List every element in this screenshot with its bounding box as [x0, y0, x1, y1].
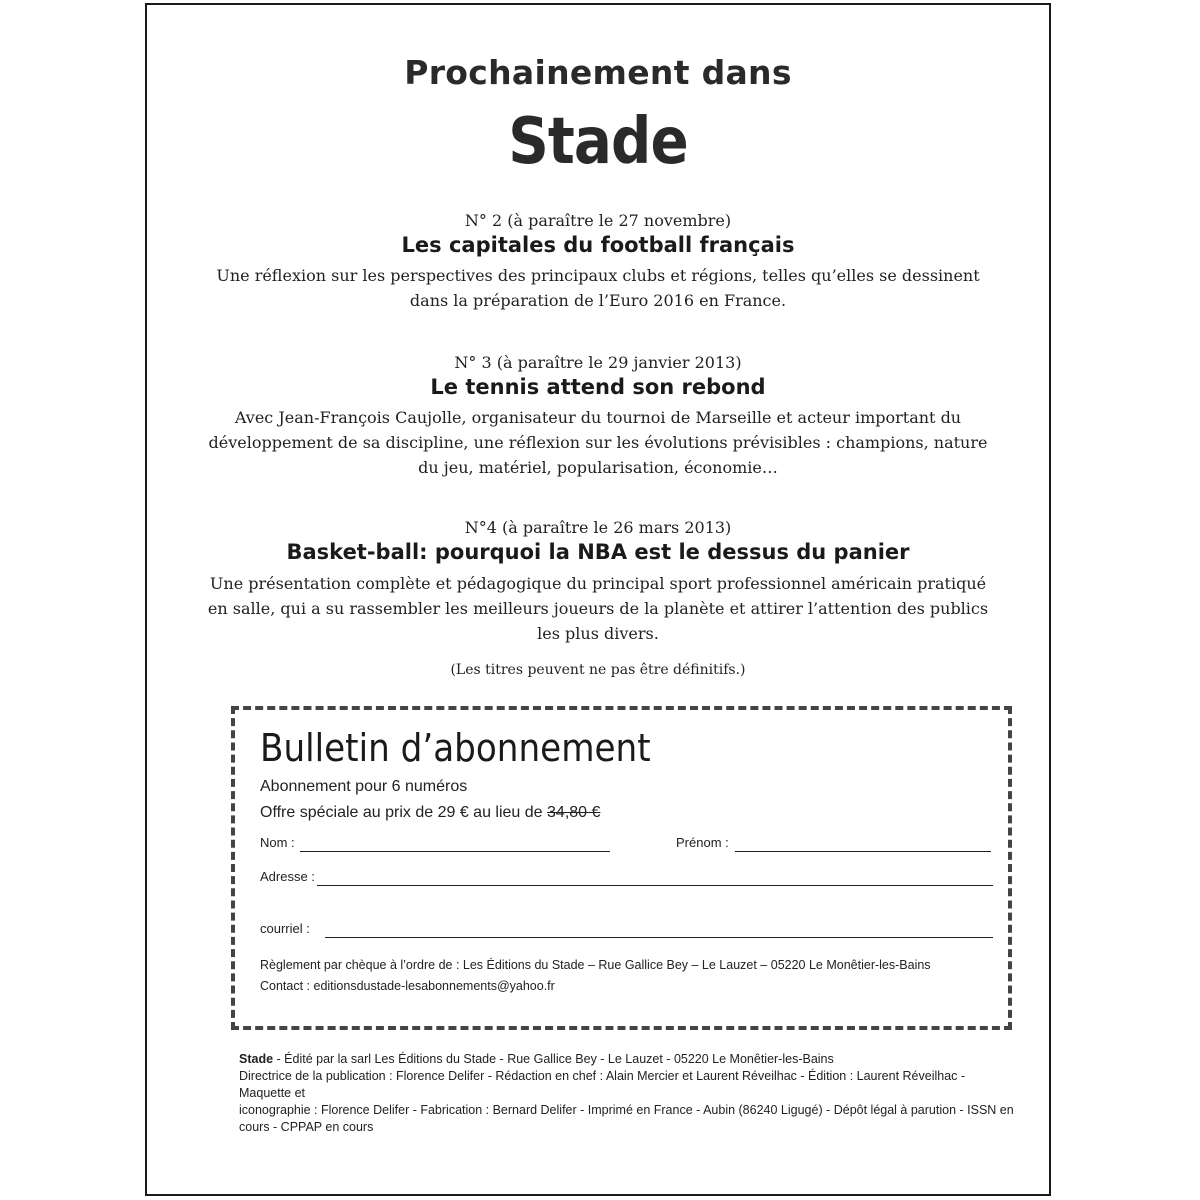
masthead: [239, 1051, 1019, 1136]
issue-4-desc-line: Une présentation complète et pédagogique du principal sport professionnel américain pratiqué: [209, 574, 987, 593]
issue-3-title: Le tennis attend son rebond: [430, 375, 766, 399]
courriel-label: courriel :: [260, 921, 310, 936]
issue-2-number: N° 2 (à paraître le 27 novembre): [464, 211, 732, 230]
issue-4-desc-line: les plus divers.: [537, 624, 659, 643]
nom-field[interactable]: [300, 851, 610, 852]
issue-2-desc-line: Une réflexion sur les perspectives des principaux clubs et régions, telles qu’elles se dessinent: [216, 266, 980, 285]
subscription-form: [231, 706, 1012, 1030]
offer-text: Offre spéciale au prix de 29 € au lieu de: [260, 804, 543, 821]
issue-4-number: N°4 (à paraître le 26 mars 2013): [464, 518, 732, 537]
adresse-label: Adresse :: [260, 869, 315, 884]
old-price: 34,80 €: [547, 804, 601, 821]
masthead-line: Directrice de la publication : Florence Delifer - Rédaction en chef : Alain Mercier et Laurent Réveilhac - Édition : Laurent Réveilhac - Maquette et: [239, 1069, 966, 1100]
adresse-field[interactable]: [317, 885, 993, 886]
issue-3-number: N° 3 (à paraître le 29 janvier 2013): [454, 353, 742, 372]
titles-disclaimer: (Les titres peuvent ne pas être définitifs.): [450, 662, 746, 678]
prenom-field[interactable]: [735, 851, 991, 852]
courriel-field[interactable]: [325, 937, 993, 938]
issue-2-desc-line: dans la préparation de l’Euro 2016 en France.: [409, 291, 787, 310]
special-offer: [260, 804, 600, 822]
issue-3-desc-line: du jeu, matériel, popularisation, économie…: [418, 458, 778, 477]
form-title: Bulletin d’abonnement: [260, 726, 651, 770]
masthead-line: cours - CPPAP en cours: [239, 1120, 374, 1134]
issue-3-desc-line: Avec Jean-François Caujolle, organisateur du tournoi de Marseille et acteur important du: [234, 408, 962, 427]
nom-label: Nom :: [260, 835, 295, 850]
masthead-line: iconographie : Florence Delifer - Fabrication : Bernard Delifer - Imprimé en France - Aubin (86240 Ligugé) - Dépôt légal à parution - ISSN en: [239, 1103, 1014, 1117]
prenom-label: Prénom :: [676, 835, 729, 850]
issue-4-title: Basket-ball: pourquoi la NBA est le dessus du panier: [286, 540, 910, 564]
header-prochainement: Prochainement dans: [404, 53, 792, 92]
payment-instructions: Règlement par chèque à l’ordre de : Les Éditions du Stade – Rue Gallice Bey – Le Lauzet – 05220 Le Monêtier-les-Bains: [260, 958, 931, 972]
header-stade-logo: Stade: [508, 105, 688, 179]
issue-3-description: [147, 405, 1049, 480]
issue-4-description: [147, 571, 1049, 646]
issue-2-description: [147, 263, 1049, 313]
document-page: [145, 3, 1051, 1196]
contact-email[interactable]: Contact : editionsdustade-lesabonnements@yahoo.fr: [260, 979, 555, 993]
masthead-brand: Stade: [239, 1052, 274, 1066]
subscription-count: Abonnement pour 6 numéros: [260, 778, 468, 795]
issue-4-desc-line: en salle, qui a su rassembler les meilleurs joueurs de la planète et attirer l’attention des publics: [207, 599, 989, 618]
masthead-line: Stade - Édité par la sarl Les Éditions du Stade - Rue Gallice Bey - Le Lauzet - 05220 Le Monêtier-les-Bains: [239, 1052, 834, 1066]
issue-3-desc-line: développement de sa discipline, une réflexion sur les évolutions prévisibles : champions, nature: [208, 433, 988, 452]
issue-2-title: Les capitales du football français: [401, 233, 795, 257]
